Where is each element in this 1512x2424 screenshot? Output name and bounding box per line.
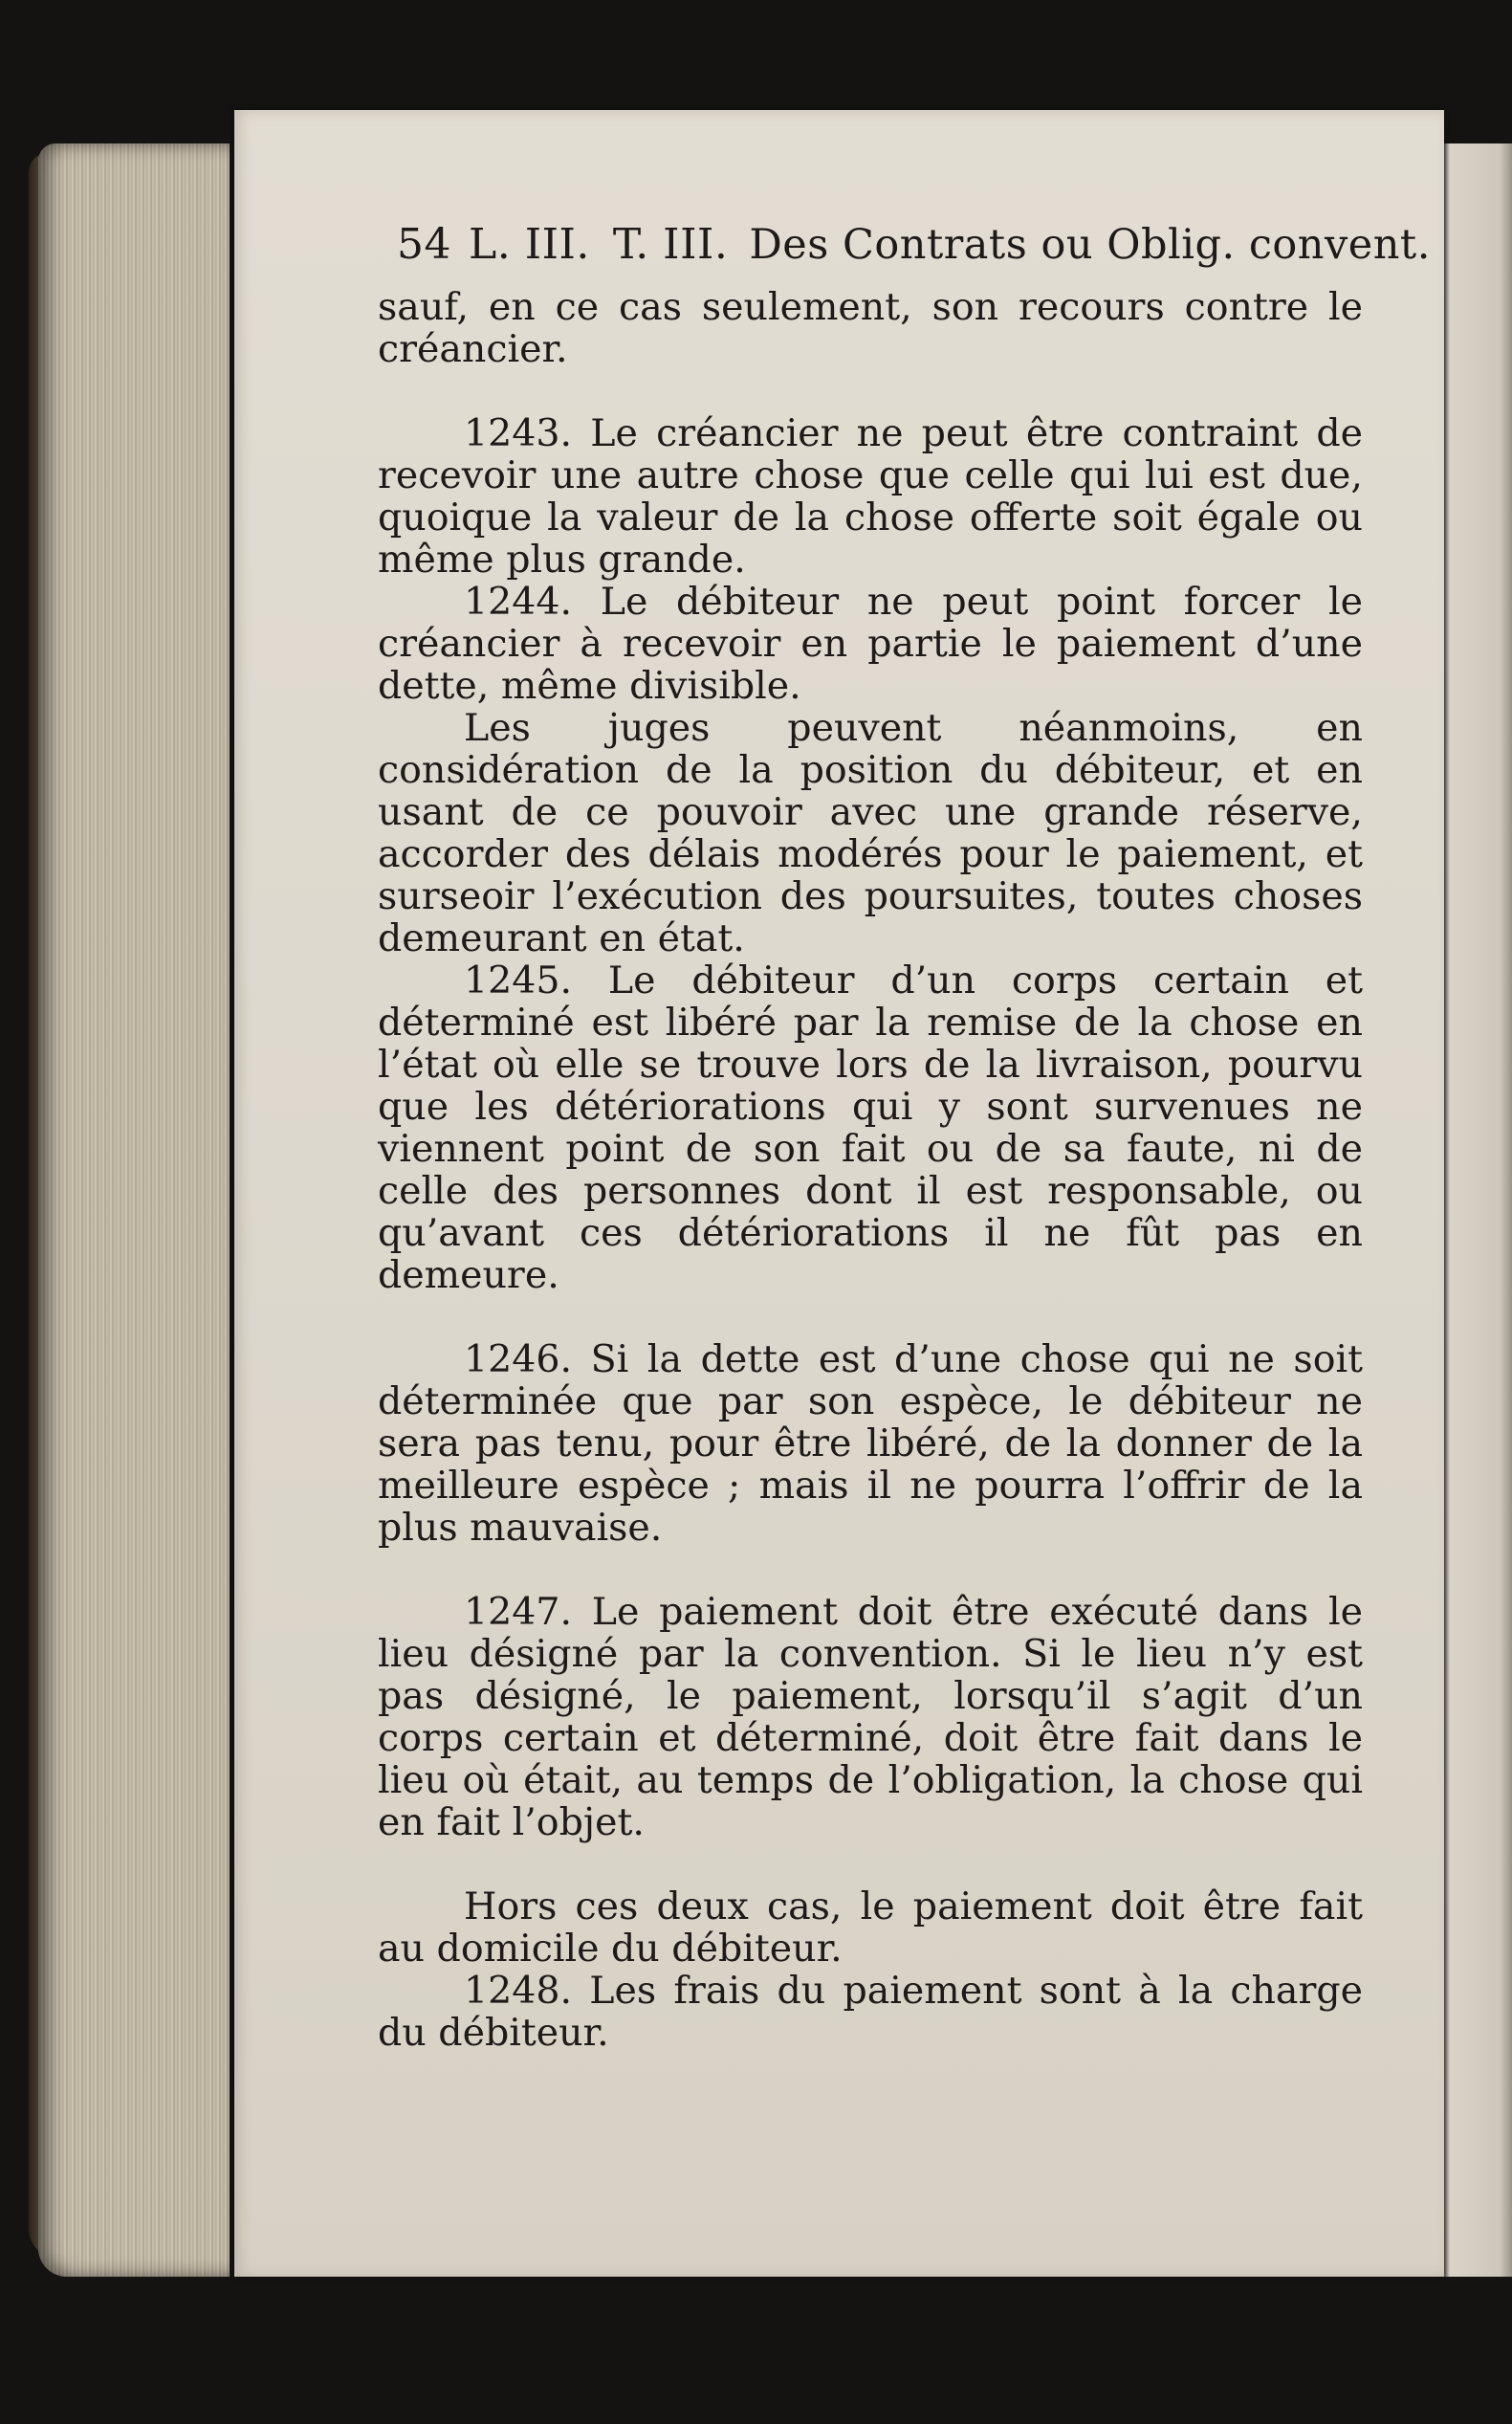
article-1248: 1248. Les frais du paiement sont à la charge du débiteur. [378,1969,1363,2055]
article-1244-second-paragraph: Les juges peuvent néanmoins, en considération de la position du débiteur, et en usant de ce pouvoir avec une grande réserve, accorder des délais modérés pour le paiement, et surseoir l’exécution des poursuites, toutes choses demeurant en état. [378,706,1363,960]
page-number: 54 [397,220,451,269]
article-1247-second-paragraph: Hors ces deux cas, le paiement doit être fait au domicile du débiteur. [378,1884,1363,1971]
article-1243: 1243. Le créancier ne peut être contraint de recevoir une autre chose que celle qui lui est due, quoique la valeur de la chose offerte soit égale ou même plus grande. [378,411,1363,582]
article-1244: 1244. Le débiteur ne peut point forcer le créancier à recevoir en partie le paiement d’une dette, même divisible. [378,580,1363,708]
facing-page-edge [1442,143,1512,2277]
page-content [378,220,1431,2055]
body-text [378,286,1363,2054]
chapter-subject: Des Contrats ou Oblig. convent. [749,221,1431,269]
page-edges [38,143,230,2277]
article-1247: 1247. Le paiement doit être exécuté dans le lieu désigné par la convention. Si le lieu n’y est pas désigné, le paiement, lorsqu’il s’agit d’un corps certain et déterminé, doit être fait dans le lieu où était, au temps de l’obligation, la chose qui en fait l’objet. [378,1590,1363,1844]
book-page [234,110,1444,2277]
article-1245: 1245. Le débiteur d’un corps certain et déterminé est libéré par la remise de la chose en l’état où elle se trouve lors de la livraison, pourvu que les détériorations qui y sont survenues ne viennent point de son fait ou de sa faute, ni de celle des personnes dont il est responsable, ou qu’avant ces détériorations il ne fût pas en demeure. [378,959,1363,1297]
paragraph-continuation: sauf, en ce cas seulement, son recours contre le créancier. [378,285,1363,371]
running-head [397,220,1431,269]
article-1246: 1246. Si la dette est d’une chose qui ne soit déterminée que par son espèce, le débiteur ne sera pas tenu, pour être libéré, de la donner de la meilleure espèce ; mais il ne pourra l’offrir de la plus mauvaise. [378,1337,1363,1550]
title-reference: T. III. [612,220,729,269]
book-reference: L. III. [469,220,590,269]
